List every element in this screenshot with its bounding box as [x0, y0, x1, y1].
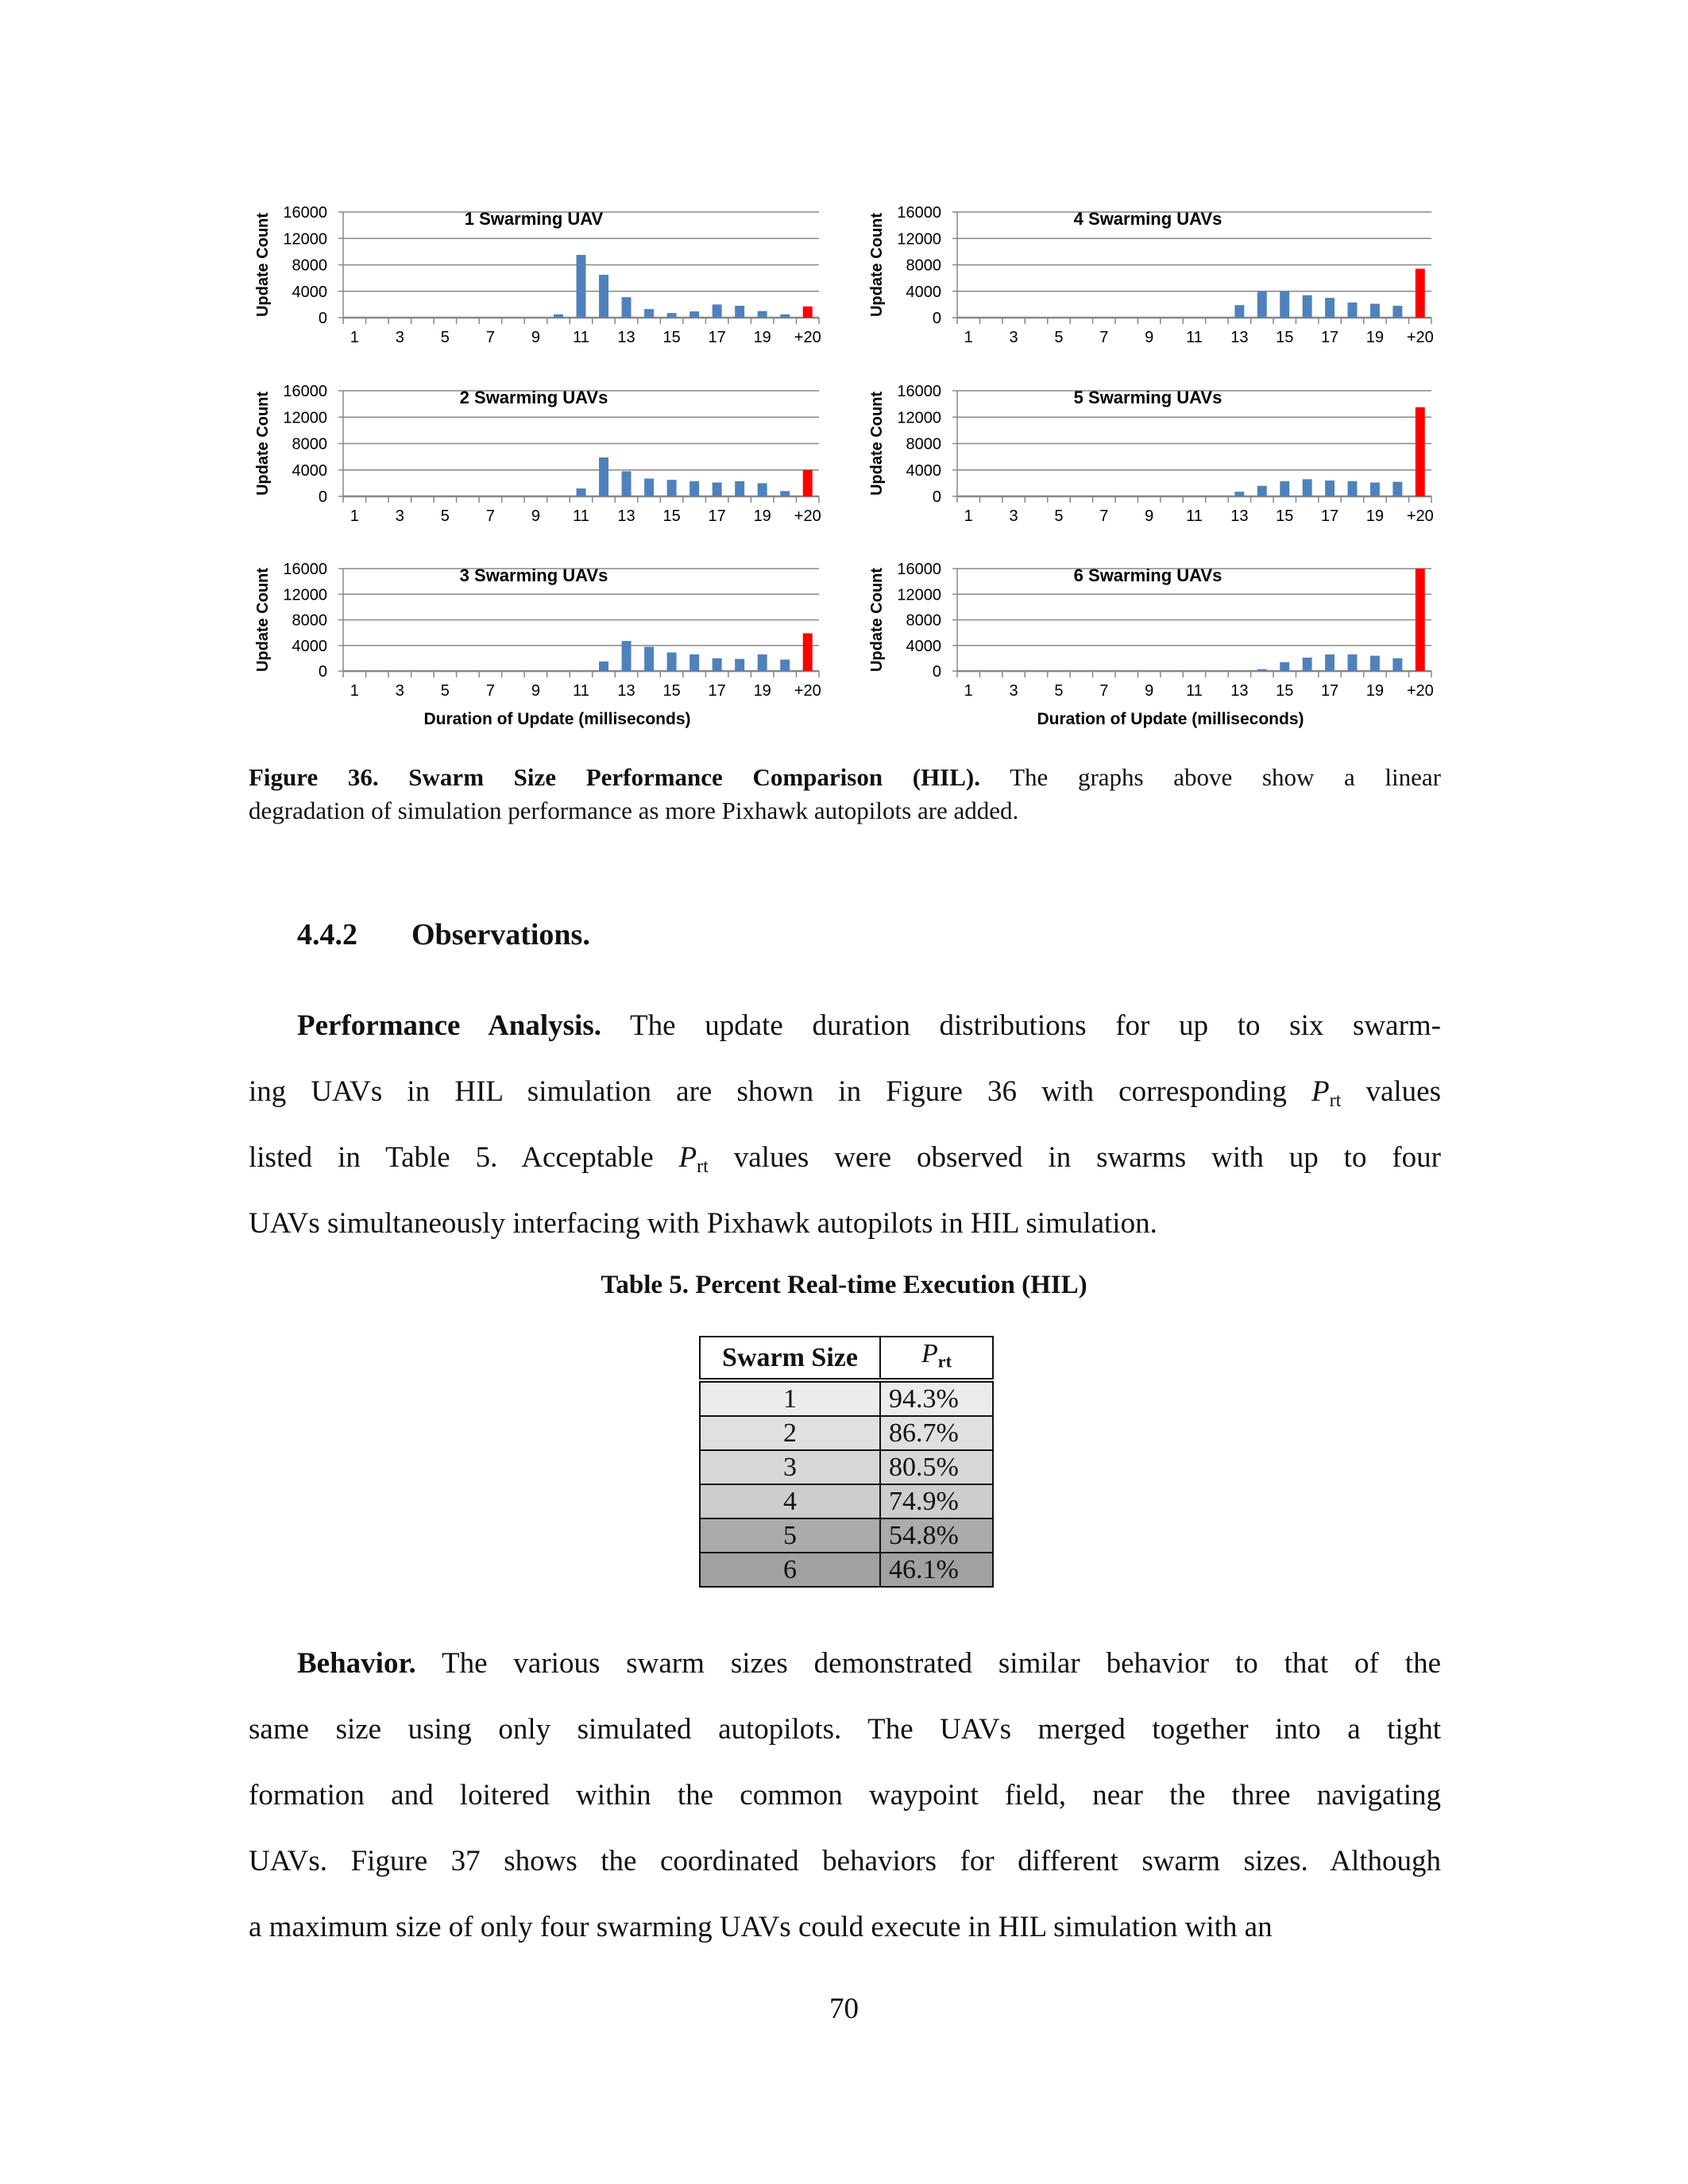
- x-tick-label: 11: [573, 507, 589, 525]
- table-row: [700, 1380, 993, 1416]
- y-tick-label: 12000: [283, 409, 327, 427]
- x-tick-label: 17: [708, 682, 726, 700]
- table-row: [700, 1416, 993, 1450]
- chart-title: 2 Swarming UAVs: [459, 388, 608, 407]
- text-line: listed in Table 5. Acceptable $P_{rt}$ values were observed in swarms with up to four: [249, 1141, 1442, 1178]
- y-tick-label: 4000: [292, 637, 327, 655]
- text-line: Behavior. The various swarm sizes demonstrated similar behavior to that of the: [297, 1647, 1441, 1680]
- x-tick-label: 9: [1145, 507, 1154, 525]
- bar: [1234, 305, 1244, 318]
- y-tick-label: 0: [318, 310, 327, 327]
- x-tick-label: 9: [531, 507, 541, 525]
- figure-caption-label: Figure 36. Swarm Size Performance Comparison (HIL).: [249, 763, 980, 791]
- x-tick-label: 17: [708, 329, 726, 346]
- table-row: [700, 1484, 993, 1518]
- y-tick-label: 16000: [283, 204, 327, 222]
- x-tick-label: +20: [794, 507, 821, 525]
- bar: [1234, 492, 1244, 496]
- x-tick-label: +20: [1406, 507, 1434, 525]
- x-tick-label: 19: [1365, 682, 1385, 700]
- text-line: formation and loitered within the common waypoint field, near the three navigating: [249, 1779, 1441, 1812]
- y-tick-label: 4000: [292, 461, 327, 480]
- x-tick-label: 19: [753, 329, 771, 346]
- bar: [1370, 483, 1380, 496]
- paragraph-lead: Behavior.: [297, 1647, 416, 1680]
- y-tick-label: 16000: [897, 561, 941, 578]
- y-tick-label: 4000: [906, 461, 941, 480]
- cell-swarm-size: 3: [700, 1450, 880, 1484]
- figure-caption: [249, 761, 1441, 828]
- chart-title: 3 Swarming UAVs: [459, 565, 608, 585]
- header-prt-symbol: P: [921, 1339, 938, 1368]
- cell-prt: 80.5%: [880, 1450, 993, 1484]
- bar: [758, 654, 767, 671]
- bar: [1280, 662, 1289, 671]
- text-line: ing UAVs in HIL simulation are shown in Figure 36 with corresponding $P_{rt}$ values: [249, 1075, 1442, 1112]
- cell-prt: 74.9%: [880, 1484, 993, 1518]
- table-row: [700, 1518, 993, 1553]
- bar: [689, 654, 699, 671]
- bar: [1348, 303, 1358, 318]
- y-axis-title: Update Count: [868, 212, 886, 318]
- bar: [1325, 298, 1335, 318]
- x-tick-label: 11: [573, 329, 589, 346]
- bar: [803, 307, 813, 318]
- x-tick-label: 17: [1320, 329, 1339, 346]
- x-tick-label: 11: [573, 682, 589, 700]
- y-tick-label: 12000: [283, 230, 327, 249]
- y-tick-label: 8000: [906, 257, 941, 275]
- paragraph-behavior: [249, 1630, 1441, 1960]
- bar: [622, 641, 632, 671]
- x-tick-label: 1: [350, 507, 359, 525]
- table-row: [700, 1553, 993, 1587]
- bar: [1393, 658, 1402, 671]
- y-tick-label: 8000: [292, 612, 327, 630]
- chart-title: 6 Swarming UAVs: [1073, 565, 1223, 585]
- bar: [577, 255, 586, 318]
- x-tick-label: 3: [395, 507, 404, 525]
- text-line: Performance Analysis. The update duration distributions for up to six swarm-: [297, 1009, 1441, 1042]
- cell-prt: 94.3%: [880, 1380, 993, 1416]
- bar: [667, 313, 677, 318]
- bar: [1303, 295, 1312, 318]
- bar: [1370, 656, 1380, 671]
- bar: [1303, 658, 1312, 671]
- y-tick-label: 16000: [283, 383, 327, 400]
- y-tick-label: 8000: [292, 435, 327, 453]
- bar: [713, 483, 722, 496]
- cell-prt: 86.7%: [880, 1416, 993, 1450]
- text-line: same size using only simulated autopilots. The UAVs merged together into a tight: [249, 1713, 1441, 1746]
- x-tick-label: 9: [531, 329, 541, 346]
- y-axis-title: Update Count: [254, 212, 272, 318]
- x-tick-label: 19: [753, 507, 771, 525]
- x-tick-label: 1: [350, 682, 359, 700]
- text-line: UAVs. Figure 37 shows the coordinated behaviors for different swarm sizes. Although: [249, 1845, 1441, 1877]
- bar: [735, 481, 744, 496]
- x-tick-label: 5: [1054, 682, 1064, 700]
- y-tick-label: 4000: [906, 637, 941, 655]
- x-tick-label: 7: [485, 682, 495, 700]
- y-tick-label: 0: [318, 488, 327, 506]
- section-title: Observations.: [411, 918, 590, 951]
- paragraph-performance-analysis: [249, 993, 1441, 1256]
- y-tick-label: 0: [932, 310, 941, 327]
- x-tick-label: 3: [1009, 329, 1018, 346]
- x-tick-label: 11: [1186, 329, 1203, 346]
- figure-caption-line2: degradation of simulation performance as more Pixhawk autopilots are added.: [249, 797, 1019, 824]
- bar: [713, 304, 722, 318]
- text-line: a maximum size of only four swarming UAVs could execute in HIL simulation with an: [249, 1911, 1273, 1943]
- x-tick-label: 19: [1365, 329, 1385, 346]
- y-tick-label: 16000: [897, 204, 941, 222]
- x-tick-label: 7: [485, 329, 495, 346]
- x-tick-label: +20: [794, 682, 821, 700]
- y-tick-label: 12000: [897, 586, 941, 604]
- x-tick-label: 11: [1186, 682, 1203, 700]
- y-tick-label: 16000: [897, 383, 941, 400]
- y-tick-label: 0: [318, 663, 327, 681]
- x-tick-label: 3: [1009, 507, 1018, 525]
- cell-prt: 54.8%: [880, 1518, 993, 1553]
- bar: [644, 309, 654, 318]
- x-tick-label: 15: [662, 329, 681, 346]
- x-tick-label: 5: [440, 507, 450, 525]
- x-tick-label: 7: [1099, 682, 1109, 700]
- bar: [1325, 480, 1335, 496]
- x-tick-label: 13: [617, 507, 635, 525]
- bar: [622, 297, 632, 318]
- x-tick-label: +20: [794, 329, 821, 346]
- cell-swarm-size: 2: [700, 1416, 880, 1450]
- bar: [1325, 654, 1335, 671]
- y-tick-label: 8000: [906, 612, 941, 630]
- x-tick-label: 7: [1099, 507, 1109, 525]
- paragraph-lead: Performance Analysis.: [297, 1009, 601, 1042]
- bar: [644, 479, 654, 496]
- bar: [1370, 304, 1380, 318]
- prt-symbol: $P_{rt}$: [678, 1141, 709, 1178]
- x-tick-label: 3: [395, 682, 404, 700]
- bar: [735, 659, 744, 671]
- bar: [758, 483, 767, 496]
- x-tick-label: 1: [964, 507, 973, 525]
- y-tick-label: 12000: [283, 586, 327, 604]
- x-tick-label: 9: [1145, 329, 1154, 346]
- bar: [689, 311, 699, 318]
- bar: [1303, 479, 1312, 496]
- cell-swarm-size: 6: [700, 1553, 880, 1587]
- bar: [1257, 486, 1267, 496]
- x-tick-label: 13: [1230, 507, 1249, 525]
- y-axis-title: Update Count: [868, 391, 886, 496]
- bar: [577, 488, 586, 496]
- x-tick-label: 1: [964, 329, 973, 346]
- x-tick-label: 3: [1009, 682, 1018, 700]
- x-tick-label: 13: [617, 682, 635, 700]
- page-number: 70: [829, 1993, 859, 2025]
- bar: [713, 658, 722, 671]
- y-axis-title: Update Count: [254, 567, 272, 673]
- y-tick-label: 4000: [292, 283, 327, 301]
- bar: [1393, 306, 1402, 318]
- section-number: 4.4.2: [297, 918, 357, 951]
- bar: [1416, 268, 1425, 318]
- y-axis-title: Update Count: [254, 391, 272, 496]
- y-tick-label: 8000: [906, 435, 941, 453]
- bar: [1257, 669, 1267, 671]
- x-tick-label: 17: [1320, 682, 1339, 700]
- x-tick-label: 7: [485, 507, 495, 525]
- bar: [599, 457, 608, 496]
- x-tick-label: 9: [1145, 682, 1154, 700]
- figure-36-charts: [0, 0, 1688, 747]
- x-tick-label: 17: [708, 507, 726, 525]
- bar: [1393, 482, 1402, 496]
- bar: [803, 470, 813, 496]
- x-axis-title: Duration of Update (milliseconds): [1037, 710, 1304, 728]
- bar: [758, 311, 767, 318]
- header-swarm-size: Swarm Size: [700, 1337, 880, 1380]
- x-tick-label: 5: [1054, 507, 1064, 525]
- x-tick-label: 1: [964, 682, 973, 700]
- y-tick-label: 12000: [897, 230, 941, 249]
- prt-table: [699, 1336, 994, 1588]
- bar: [599, 275, 608, 318]
- bar: [803, 633, 813, 671]
- x-tick-label: 7: [1099, 329, 1109, 346]
- bar: [599, 662, 608, 671]
- chart-title: 4 Swarming UAVs: [1073, 209, 1223, 229]
- x-tick-label: 13: [1230, 682, 1249, 700]
- table-caption: Table 5. Percent Real-time Execution (HIL): [601, 1271, 1087, 1299]
- bar: [554, 314, 563, 318]
- x-tick-label: 5: [440, 329, 450, 346]
- y-tick-label: 0: [932, 663, 941, 681]
- x-tick-label: 19: [1365, 507, 1385, 525]
- y-tick-label: 4000: [906, 283, 941, 301]
- x-tick-label: 15: [1276, 329, 1294, 346]
- y-tick-label: 16000: [283, 561, 327, 578]
- bar: [735, 306, 744, 318]
- y-tick-label: 0: [932, 488, 941, 506]
- prt-symbol: $P_{rt}$: [1311, 1075, 1342, 1112]
- x-tick-label: 13: [1230, 329, 1249, 346]
- x-tick-label: 1: [350, 329, 359, 346]
- header-prt-subscript: rt: [937, 1351, 952, 1372]
- y-tick-label: 8000: [292, 257, 327, 275]
- x-tick-label: 5: [1054, 329, 1064, 346]
- text-line: UAVs simultaneously interfacing with Pixhawk autopilots in HIL simulation.: [249, 1207, 1157, 1240]
- x-tick-label: 11: [1186, 507, 1203, 525]
- figure-caption-text: The graphs above show a linear: [980, 763, 1441, 791]
- cell-prt: 46.1%: [880, 1553, 993, 1587]
- x-tick-label: 15: [1276, 507, 1294, 525]
- bar: [1348, 481, 1358, 496]
- chart-title: 1 Swarming UAV: [464, 209, 604, 229]
- x-tick-label: 3: [395, 329, 404, 346]
- bar: [667, 653, 677, 671]
- x-tick-label: 5: [440, 682, 450, 700]
- table-row: [700, 1450, 993, 1484]
- bar: [1416, 569, 1425, 671]
- x-tick-label: +20: [1406, 682, 1434, 700]
- x-tick-label: 17: [1320, 507, 1339, 525]
- chart-title: 5 Swarming UAVs: [1073, 388, 1223, 407]
- bar: [1280, 481, 1289, 496]
- bar: [1280, 291, 1289, 318]
- x-axis-title: Duration of Update (milliseconds): [423, 710, 691, 728]
- bar: [667, 480, 677, 496]
- x-tick-label: +20: [1406, 329, 1434, 346]
- bar: [689, 481, 699, 496]
- y-tick-label: 12000: [897, 409, 941, 427]
- bar: [644, 646, 654, 671]
- x-tick-label: 19: [753, 682, 771, 700]
- y-axis-title: Update Count: [868, 567, 886, 673]
- x-tick-label: 15: [662, 682, 681, 700]
- bar: [1348, 654, 1358, 671]
- bar: [780, 491, 790, 496]
- table-header-row: [700, 1337, 993, 1380]
- x-tick-label: 15: [662, 507, 681, 525]
- x-tick-label: 13: [617, 329, 635, 346]
- bar: [622, 471, 632, 496]
- x-tick-label: 9: [531, 682, 541, 700]
- bar: [1257, 291, 1267, 318]
- bar: [780, 659, 790, 671]
- bar: [780, 314, 790, 318]
- cell-swarm-size: 1: [700, 1380, 880, 1416]
- cell-swarm-size: 4: [700, 1484, 880, 1518]
- x-tick-label: 15: [1276, 682, 1294, 700]
- cell-swarm-size: 5: [700, 1518, 880, 1553]
- bar: [1416, 407, 1425, 496]
- header-prt: [880, 1337, 993, 1380]
